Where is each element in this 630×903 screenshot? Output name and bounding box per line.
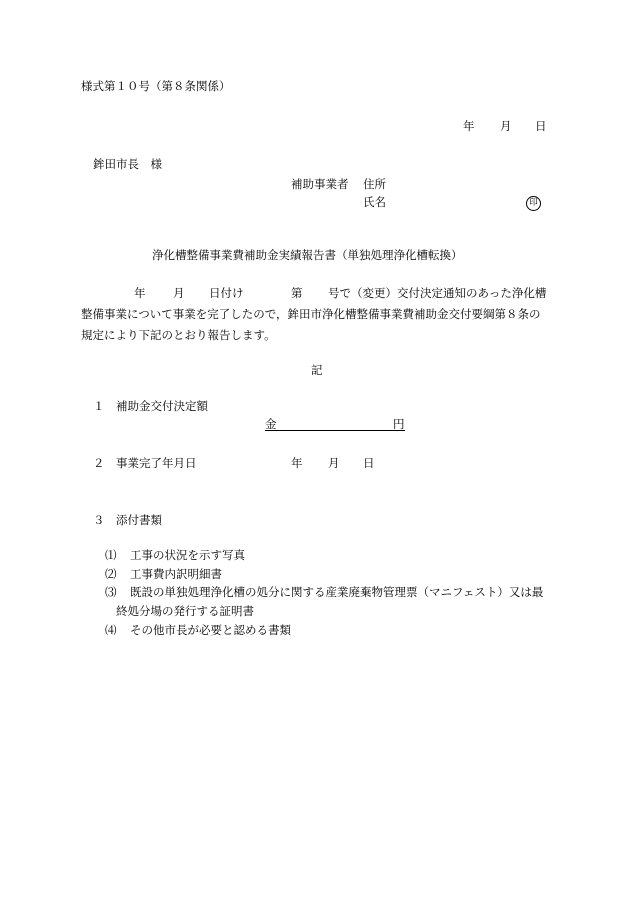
- item-3-number: ３: [93, 513, 105, 527]
- name-label: 氏名: [363, 195, 386, 209]
- attachment-2-number: ⑵: [105, 567, 117, 581]
- completion-month-label: 月: [328, 456, 340, 470]
- body-line-2: 整備事業について事業を完了したので，鉾田市浄化槽整備事業費補助金交付要綱第８条の: [81, 307, 541, 321]
- attachment-3-text: 既設の単独処理浄化槽の処分に関する産業廃棄物管理票（マニフェスト）又は最: [130, 585, 544, 599]
- attachment-3-continuation: 終処分場の発行する証明書: [116, 604, 254, 618]
- completion-year-label: 年: [291, 456, 303, 470]
- attachment-4-number: ⑷: [105, 623, 117, 637]
- form-number: 様式第１０号（第８条関係）: [81, 79, 231, 93]
- document-title: 浄化槽整備事業費補助金実績報告書（単独処理浄化槽転換）: [152, 248, 463, 262]
- item-2-label: 事業完了年月日: [116, 456, 197, 470]
- applicant-role-label: 補助事業者: [291, 177, 349, 191]
- completion-day-label: 日: [363, 456, 375, 470]
- seal-label: 印: [526, 196, 541, 211]
- date-year-label: 年: [463, 119, 475, 133]
- attachment-2-text: 工事費内訳明細書: [130, 567, 222, 581]
- body-year-label: 年: [134, 286, 146, 300]
- item-2-number: ２: [93, 456, 105, 470]
- ki-heading: 記: [311, 363, 323, 377]
- body-dai-label: 第: [291, 286, 303, 300]
- item-3-label: 添付書類: [116, 513, 162, 527]
- attachment-1-number: ⑴: [105, 548, 117, 562]
- address-label: 住所: [363, 177, 386, 191]
- amount-yen-label: 円: [393, 417, 405, 431]
- item-1-label: 補助金交付決定額: [116, 399, 208, 413]
- addressee: 鉾田市長 様: [93, 157, 162, 171]
- body-day-suffix: 日付け: [209, 286, 244, 300]
- body-go-text: 号で（変更）交付決定通知のあった浄化槽: [328, 286, 547, 300]
- amount-underline: [265, 430, 405, 431]
- seal-mark: [526, 194, 541, 211]
- body-month-label: 月: [173, 286, 185, 300]
- date-day-label: 日: [535, 119, 547, 133]
- amount-kin-label: 金: [265, 417, 277, 431]
- body-line-3: 規定により下記のとおり報告します。: [81, 328, 276, 342]
- attachment-1-text: 工事の状況を示す写真: [130, 548, 245, 562]
- attachment-4-text: その他市長が必要と認める書類: [130, 623, 291, 637]
- item-1-number: １: [93, 399, 105, 413]
- attachment-3-number: ⑶: [105, 585, 117, 599]
- date-month-label: 月: [500, 119, 512, 133]
